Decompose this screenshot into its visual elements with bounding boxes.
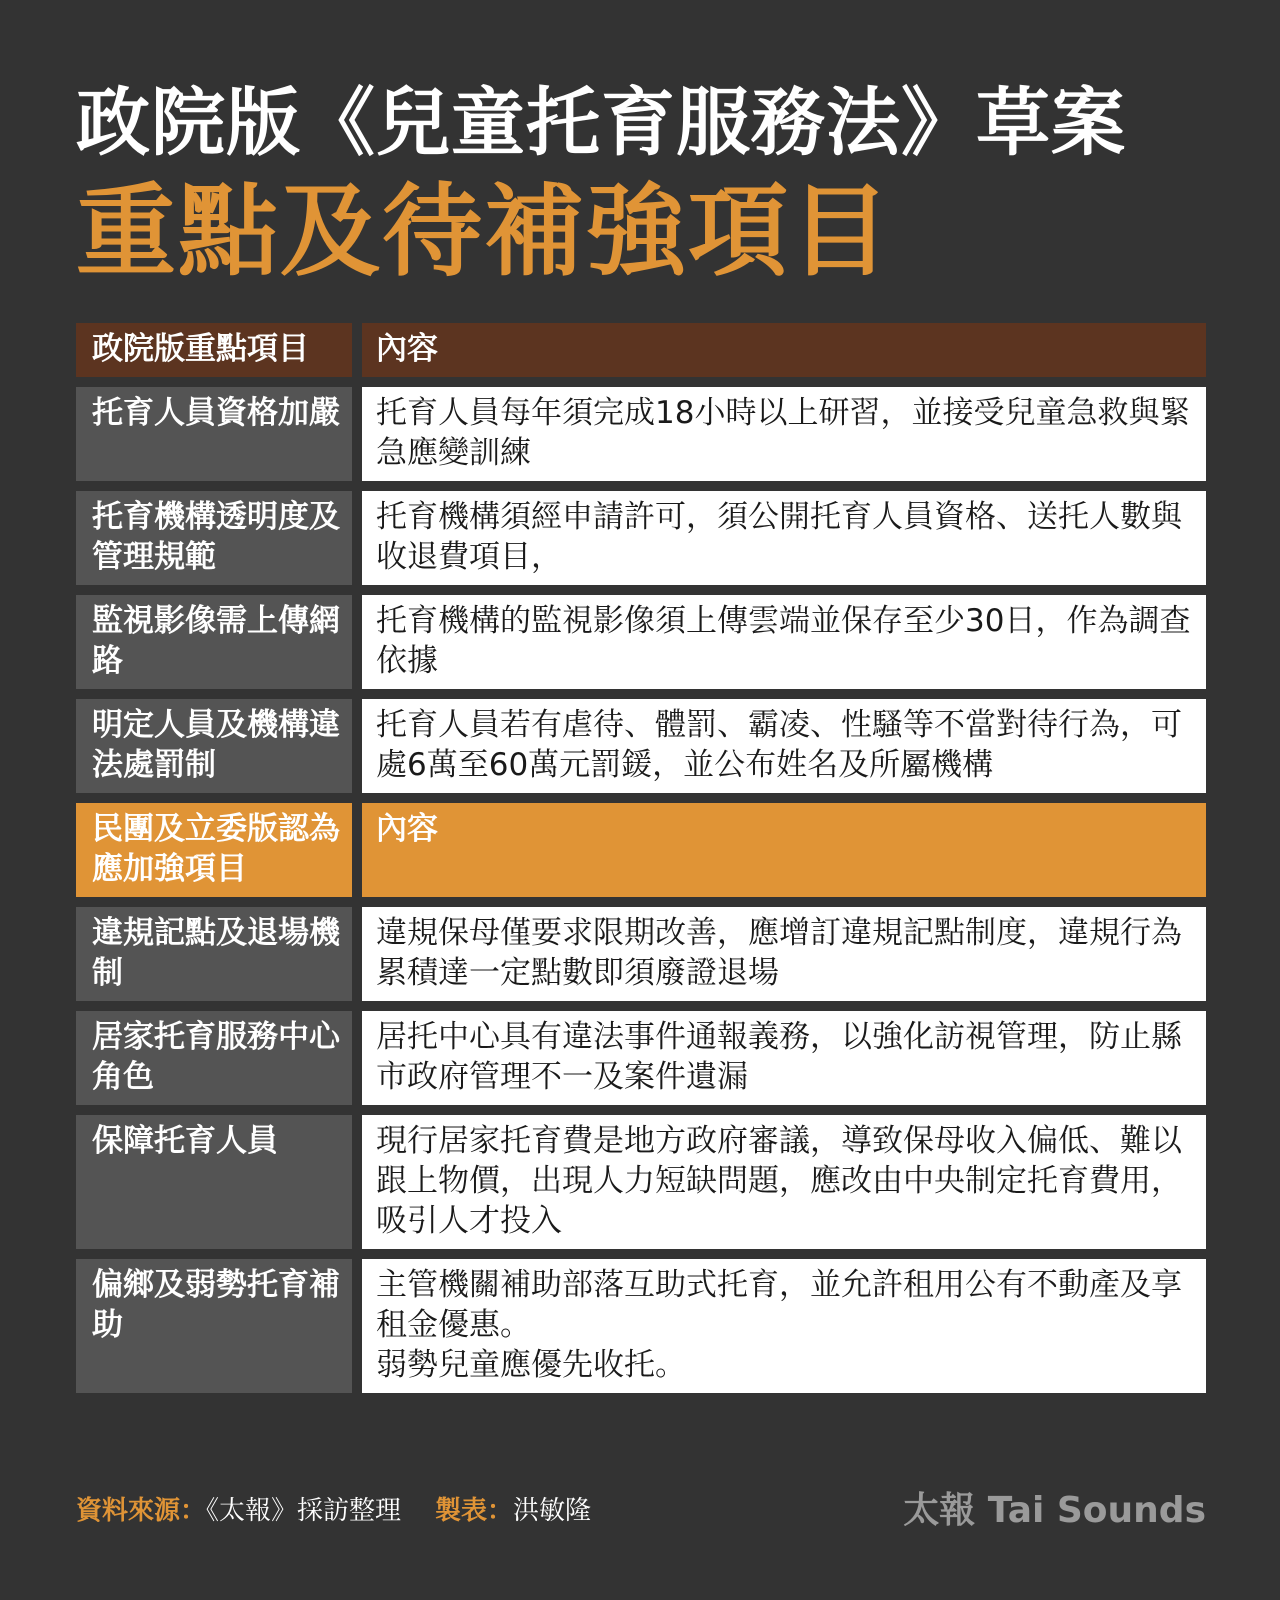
row-content: 現行居家托育費是地方政府審議，導致保母收入偏低、難以跟上物價，出現人力短缺問題，應改由中央制定托育費用，吸引人才投入 xyxy=(362,1115,1206,1249)
table-row xyxy=(76,595,1206,689)
section1-header-item: 政院版重點項目 xyxy=(76,323,352,377)
section2-header-item: 民團及立委版認為應加強項目 xyxy=(76,803,352,897)
section2-header-row xyxy=(76,803,1206,897)
table-row xyxy=(76,1011,1206,1105)
row-item: 居家托育服務中心角色 xyxy=(76,1011,352,1105)
table-row xyxy=(76,907,1206,1001)
table-row xyxy=(76,699,1206,793)
comparison-table xyxy=(76,323,1206,1403)
table-row xyxy=(76,1259,1206,1393)
row-item: 托育人員資格加嚴 xyxy=(76,387,352,481)
row-content: 主管機關補助部落互助式托育，並允許租用公有不動產及享租金優惠。 弱勢兒童應優先收托。 xyxy=(362,1259,1206,1393)
row-item: 明定人員及機構違法處罰制 xyxy=(76,699,352,793)
row-content: 居托中心具有違法事件通報義務，以強化訪視管理，防止縣市政府管理不一及案件遺漏 xyxy=(362,1011,1206,1105)
row-content: 托育人員每年須完成18小時以上研習，並接受兒童急救與緊急應變訓練 xyxy=(362,387,1206,481)
row-item: 托育機構透明度及管理規範 xyxy=(76,491,352,585)
table-row xyxy=(76,1115,1206,1249)
footer xyxy=(76,1488,1206,1534)
row-item: 監視影像需上傳網路 xyxy=(76,595,352,689)
section2-header-content: 內容 xyxy=(362,803,1206,897)
maker-label: 製表： xyxy=(435,1496,514,1526)
row-content: 托育機構須經申請許可，須公開托育人員資格、送托人數與收退費項目， xyxy=(362,491,1206,585)
page-subtitle: 重點及待補強項目 xyxy=(76,173,892,290)
row-item: 違規記點及退場機制 xyxy=(76,907,352,1001)
table-row xyxy=(76,387,1206,481)
row-item: 保障托育人員 xyxy=(76,1115,352,1249)
page-title: 政院版《兒童托育服務法》草案 xyxy=(76,80,1126,166)
brand-logo: 太報 Tai Sounds xyxy=(903,1490,1206,1531)
table-row xyxy=(76,491,1206,585)
section1-header-row xyxy=(76,323,1206,377)
row-content: 托育機構的監視影像須上傳雲端並保存至少30日，作為調查依據 xyxy=(362,595,1206,689)
maker-value: 洪敏隆 xyxy=(513,1496,592,1526)
row-item: 偏鄉及弱勢托育補助 xyxy=(76,1259,352,1393)
row-content: 托育人員若有虐待、體罰、霸凌、性騷等不當對待行為，可處6萬至60萬元罰鍰，並公布姓名及所屬機構 xyxy=(362,699,1206,793)
row-content: 違規保母僅要求限期改善，應增訂違規記點制度，違規行為累積達一定點數即須廢證退場 xyxy=(362,907,1206,1001)
source-value: 《太報》採訪整理 xyxy=(206,1496,402,1526)
source-label: 資料來源： xyxy=(76,1496,207,1526)
section1-header-content: 內容 xyxy=(362,323,1206,377)
